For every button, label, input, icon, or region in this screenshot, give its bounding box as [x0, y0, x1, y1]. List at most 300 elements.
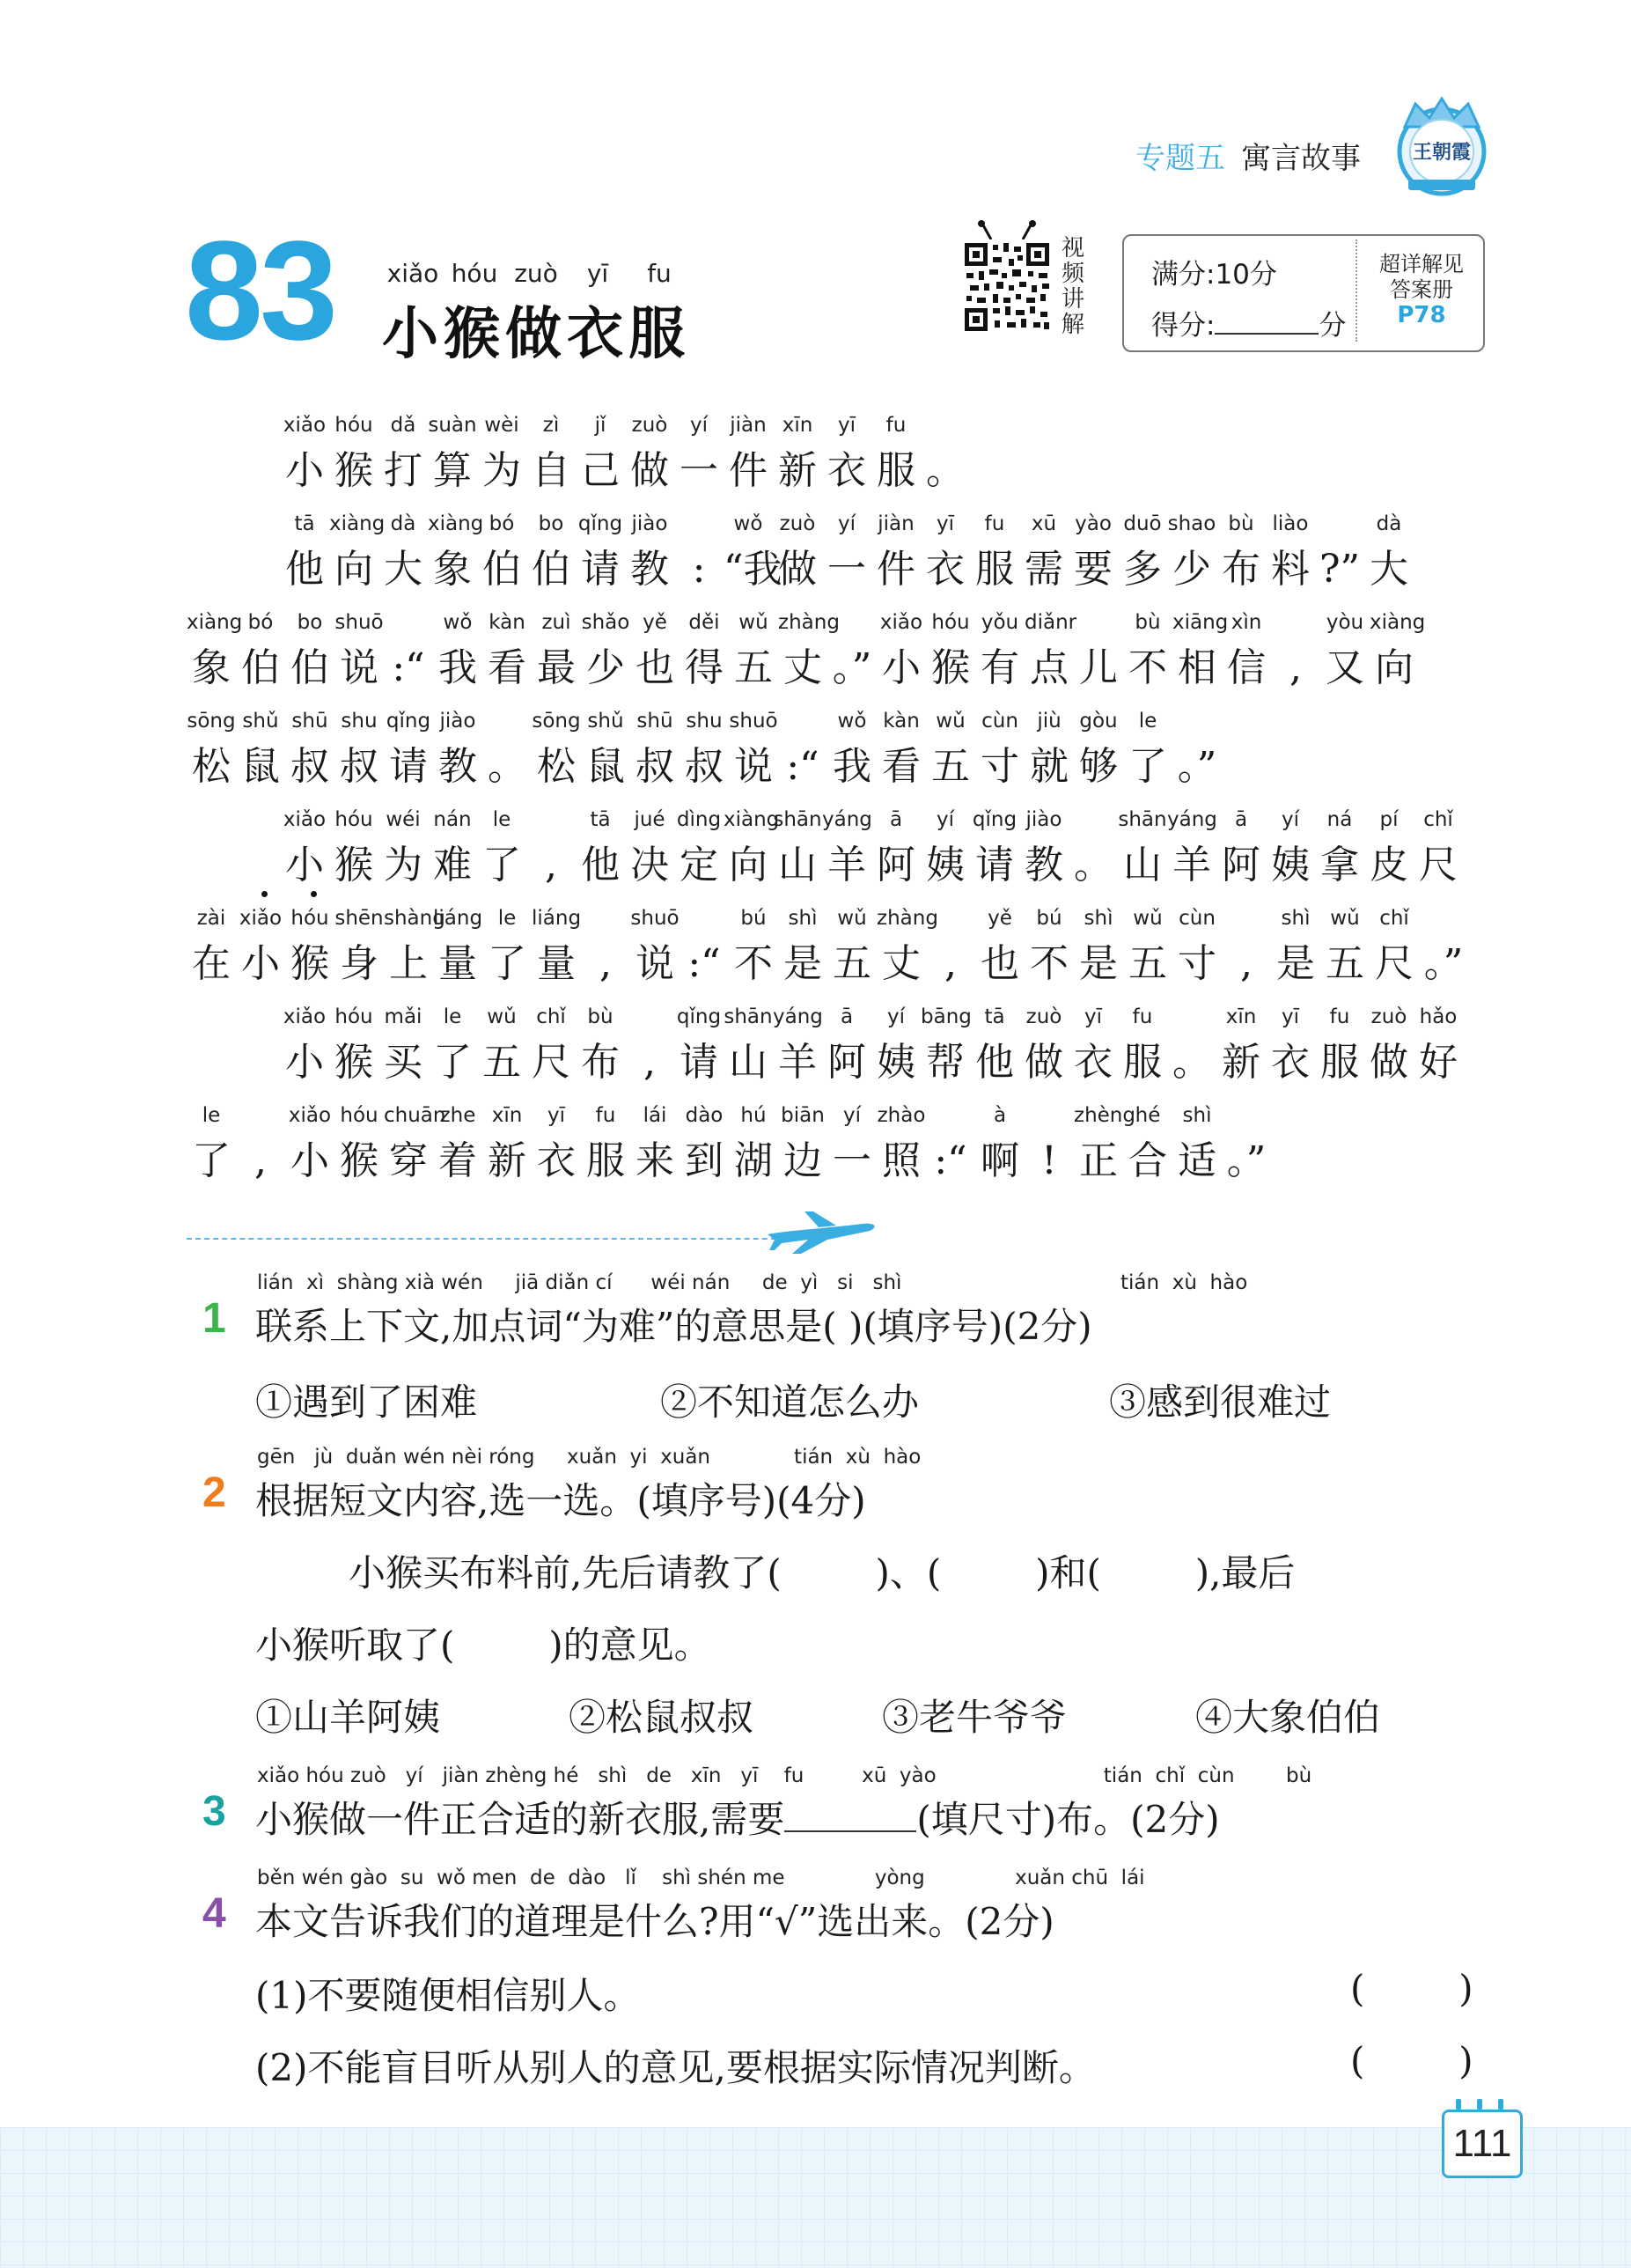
pinyin-syllable: yáng [1167, 808, 1217, 831]
question-text [255, 1791, 1220, 1844]
passage-line [187, 932, 1468, 988]
pinyin-syllable: lái [643, 1104, 667, 1127]
pinyin-syllable: yī [1281, 1005, 1299, 1028]
answer-note-line2: 答案册 [1390, 277, 1453, 302]
passage-char: 新 [1222, 1040, 1260, 1085]
judgement-bracket[interactable]: ( ) [1350, 2039, 1473, 2082]
passage-char: 了 [482, 843, 521, 887]
pinyin-syllable: shǔ [242, 710, 279, 733]
pinyin-syllable: yī [936, 512, 954, 535]
pinyin-syllable: liáng [433, 907, 483, 930]
pinyin-syllable: xiǎo [239, 907, 283, 930]
passage-char: , [1240, 941, 1253, 986]
question-text: 根据短文内容,选一选。(填序号)(4分) [255, 1479, 866, 1522]
passage-char: 来 [636, 1138, 674, 1183]
passage-char: 做 [630, 448, 669, 493]
pinyin-syllable: liáng [532, 907, 582, 930]
pinyin-syllable: hú [740, 1104, 767, 1127]
pinyin-line [280, 414, 970, 437]
passage-char: 就 [1030, 744, 1069, 789]
passage-char: 鼠 [586, 744, 625, 789]
answer-blank[interactable] [784, 1800, 916, 1832]
passage-char: 买 [384, 1040, 422, 1085]
answer-page: P78 [1397, 302, 1446, 328]
passage-line [280, 438, 970, 495]
pinyin-syllable: yí [936, 808, 954, 831]
question-pinyin: xiǎo hóu zuò yí jiàn zhèng hé shì de xīn yī fu xū yào tián chǐ cùn bù [257, 1764, 1312, 1787]
pinyin-syllable: zhàng [778, 611, 840, 634]
pinyin-syllable: wǒ [443, 611, 473, 634]
passage-line [187, 1129, 1271, 1185]
passage-line [280, 833, 1463, 889]
pinyin-syllable: shàng [384, 907, 445, 930]
passage-char: 姨 [877, 1040, 915, 1085]
video-label-char: 讲 [1062, 286, 1085, 313]
passage-char: 小 [882, 645, 921, 690]
pinyin-syllable: hóu [340, 1104, 378, 1127]
passage-char: 羊 [827, 843, 866, 887]
passage-char: ! [1041, 1138, 1057, 1183]
passage-char: 边 [783, 1138, 822, 1183]
pinyin-syllable: bó [247, 611, 274, 634]
passage-char: 。 [926, 448, 965, 493]
publisher-logo [1389, 95, 1495, 201]
passage-char: 好 [1419, 1040, 1458, 1085]
passage-char: 算 [433, 448, 472, 493]
question-number: 3 [202, 1788, 226, 1835]
pinyin-syllable: yí [689, 414, 708, 437]
passage-char: 请 [581, 547, 620, 592]
passage-char: 松 [537, 744, 576, 789]
svg-text:王朝霞: 王朝霞 [1412, 141, 1472, 164]
pinyin-syllable: shu [341, 710, 378, 733]
passage-char: 穿 [389, 1138, 428, 1183]
passage-char: 新 [778, 448, 817, 493]
passage-char: 他 [285, 547, 324, 592]
pinyin-syllable: wǔ [837, 907, 867, 930]
passage-char: 服 [877, 448, 915, 493]
pinyin-syllable: tā [984, 1005, 1005, 1028]
passage-char: 自 [532, 448, 570, 493]
pinyin-syllable: dà [390, 512, 416, 535]
pinyin-syllable: zhàng [877, 907, 938, 930]
passage-char: 衣 [1271, 1040, 1310, 1085]
passage-char: 衣 [827, 448, 866, 493]
score-blank[interactable] [1215, 306, 1319, 335]
option[interactable]: ③老牛爷爷 [882, 1696, 1068, 1739]
pinyin-syllable: xiǎo [288, 1104, 332, 1127]
pinyin-syllable: diǎnr [1025, 611, 1077, 634]
passage-char: 看 [882, 744, 921, 789]
option[interactable]: ④大象伯伯 [1195, 1696, 1381, 1739]
pinyin-syllable: qǐng [972, 808, 1018, 831]
pinyin-syllable: zuò [1370, 1005, 1407, 1028]
passage-char: 定 [680, 843, 718, 887]
pinyin-syllable: sōng [187, 710, 236, 733]
passage-char: ?” [1319, 547, 1361, 592]
passage-char: 大 [1370, 547, 1408, 592]
pinyin-syllable: wèi [484, 414, 519, 437]
emphasis-dot [261, 891, 268, 897]
pinyin-syllable: xiàng [329, 512, 386, 535]
score-got-label: 得分: [1151, 310, 1216, 342]
passage-char: 需 [1025, 547, 1063, 592]
pinyin-syllable: bù [587, 1005, 613, 1028]
question-pinyin: lián xì shàng xià wén jiā diǎn cí wéi nán de yì si shì tián xù hào [257, 1271, 1248, 1294]
passage-char: 阿 [877, 843, 915, 887]
passage-char: , [254, 1138, 267, 1183]
passage-char: 猴 [334, 448, 373, 493]
passage-char: 合 [1128, 1138, 1167, 1183]
pinyin-syllable: shì [1281, 907, 1311, 930]
passage-char: 尺 [1375, 941, 1414, 986]
question-pinyin: běn wén gào su wǒ men de dào lǐ shì shén me yòng xuǎn chū lái [257, 1867, 1145, 1889]
pinyin-syllable: chǐ [536, 1005, 566, 1028]
lesson-number: 83 [185, 211, 334, 369]
passage-char: 做 [1370, 1040, 1408, 1085]
pinyin-syllable: nán [433, 808, 472, 831]
pinyin-syllable: shū [636, 710, 673, 733]
passage-char: 。 [1074, 843, 1113, 887]
passage-char: 上 [389, 941, 428, 986]
passage-char: 猴 [334, 843, 373, 887]
passage-char: 衣 [926, 547, 965, 592]
pinyin-syllable: zuò [779, 512, 816, 535]
airplane-icon [766, 1204, 880, 1257]
question-text-after: (填尺寸)布。(2分) [916, 1798, 1220, 1841]
passage-char: 少 [1172, 547, 1211, 592]
passage-char: 我 [438, 645, 477, 690]
pinyin-syllable: yòu [1326, 611, 1364, 634]
passage-char: 。” [832, 645, 872, 690]
passage-char: 一 [833, 1138, 871, 1183]
pinyin-syllable: jiào [439, 710, 476, 733]
pinyin-syllable: zhe [439, 1104, 476, 1127]
passage-char: 件 [877, 547, 915, 592]
qr-code-icon[interactable] [958, 220, 1056, 338]
passage-char: :“ [934, 1138, 967, 1183]
passage-char: 叔 [290, 744, 329, 789]
passage-char: 教 [1025, 843, 1063, 887]
pinyin-syllable: bo [297, 611, 323, 634]
pinyin-syllable: bù [1228, 512, 1254, 535]
pinyin-syllable: bú [740, 907, 767, 930]
section-divider [187, 1238, 803, 1240]
passage-char: 身 [340, 941, 378, 986]
passage-char: 布 [581, 1040, 620, 1085]
pinyin-syllable: fu [885, 414, 907, 437]
passage-char: 象 [192, 645, 231, 690]
passage-char: 衣 [1074, 1040, 1113, 1085]
pinyin-syllable: chǐ [1423, 808, 1453, 831]
passage-char: :“ [786, 744, 819, 789]
pinyin-syllable: shǎo [581, 611, 630, 634]
passage-char: 看 [488, 645, 526, 690]
pinyin-syllable: wǔ [738, 611, 768, 634]
passage-char: , [599, 941, 612, 986]
passage-char: 伯 [290, 645, 329, 690]
passage-char: :“ [392, 645, 425, 690]
passage-char: , [1289, 645, 1302, 690]
judgement-bracket[interactable]: ( ) [1350, 1967, 1473, 2010]
pinyin-syllable: tā [590, 808, 611, 831]
pinyin-line [187, 611, 1426, 634]
passage-char: 有 [981, 645, 1019, 690]
passage-char: 山 [1123, 843, 1162, 887]
pinyin-syllable: cùn [981, 710, 1018, 733]
passage-char: 寸 [1178, 941, 1216, 986]
pinyin-syllable: xīn [491, 1104, 523, 1127]
option[interactable]: ①山羊阿姨 [255, 1696, 441, 1739]
passage-char: 不 [1128, 645, 1167, 690]
passage-char: 五 [482, 1040, 521, 1085]
passage-char: 五 [1128, 941, 1167, 986]
passage-char: 到 [685, 1138, 724, 1183]
question-options [255, 1373, 1331, 1426]
pinyin-syllable: chuān [384, 1104, 446, 1127]
passage-char: , [545, 843, 557, 887]
passage-char: 山 [778, 843, 817, 887]
passage-char: 阿 [1222, 843, 1260, 887]
option[interactable]: ①遇到了困难 [255, 1381, 478, 1424]
pinyin-syllable: ā [840, 1005, 854, 1028]
pinyin-syllable: tā [294, 512, 315, 535]
passage-char: 啊 [981, 1138, 1019, 1183]
passage-line [187, 734, 1222, 791]
passage-char: 说 [636, 941, 674, 986]
pinyin-syllable: qǐng [386, 710, 431, 733]
pinyin-syllable: xiāng [1172, 611, 1229, 634]
pinyin-syllable: sōng [532, 710, 581, 733]
pinyin-line [187, 710, 1222, 733]
passage-char: 丈 [882, 941, 921, 986]
passage-char: 伯 [532, 547, 570, 592]
answer-note-line1: 超详解见 [1379, 252, 1464, 276]
passage-char: 猴 [334, 1040, 373, 1085]
topic-header [1135, 134, 1361, 177]
pinyin-syllable: yě [988, 907, 1012, 930]
pinyin-syllable: xīn [1225, 1005, 1257, 1028]
passage-char: 羊 [778, 1040, 817, 1085]
passage-char: 阿 [827, 1040, 866, 1085]
passage-char: 五 [931, 744, 970, 789]
pinyin-syllable: yī [1084, 1005, 1102, 1028]
pinyin-syllable: yí [886, 1005, 905, 1028]
passage-char: 。” [1423, 941, 1464, 986]
pinyin-syllable: dào [685, 1104, 724, 1127]
pinyin-syllable: xiàng [724, 808, 780, 831]
passage-char: 大 [384, 547, 422, 592]
topic-label: 专题五 [1135, 141, 1225, 176]
passage-char: 说 [340, 645, 378, 690]
passage-char: 他 [581, 843, 620, 887]
passage-char: 向 [1375, 645, 1414, 690]
passage-char: 。” [1226, 1138, 1267, 1183]
option[interactable]: ②松鼠叔叔 [569, 1696, 754, 1739]
passage-char: 适 [1178, 1138, 1216, 1183]
passage-char: 服 [975, 547, 1014, 592]
passage-char: 寸 [981, 744, 1019, 789]
pinyin-syllable: fu [595, 1104, 616, 1127]
pinyin-syllable: zhào [877, 1104, 926, 1127]
pinyin-syllable: shān [1118, 808, 1167, 831]
pinyin-syllable: zuò [1025, 1005, 1062, 1028]
emphasis-dot [311, 891, 317, 897]
pinyin-syllable: shǔ [587, 710, 624, 733]
pinyin-line [280, 512, 1414, 535]
title-pinyin-syllable: zuò [514, 259, 558, 288]
passage-char: 量 [438, 941, 477, 986]
pinyin-syllable: jiàn [730, 414, 767, 437]
passage-char: 做 [778, 547, 817, 592]
passage-char: 也 [636, 645, 674, 690]
passage-char: 量 [537, 941, 576, 986]
passage-char: 湖 [734, 1138, 773, 1183]
passage-char: 伯 [482, 547, 521, 592]
pinyin-syllable: wǒ [733, 512, 763, 535]
pinyin-syllable: zì [542, 414, 560, 437]
pinyin-syllable: fu [984, 512, 1005, 535]
title-pinyin-syllable: hóu [451, 259, 498, 288]
pinyin-syllable: jiù [1037, 710, 1062, 733]
passage-char: 不 [1030, 941, 1069, 986]
pinyin-syllable: à [993, 1104, 1007, 1127]
pinyin-syllable: fu [1132, 1005, 1153, 1028]
score-divider [1355, 239, 1357, 342]
pinyin-syllable: shì [1182, 1104, 1212, 1127]
passage-char: 信 [1227, 645, 1266, 690]
passage-char: 是 [1276, 941, 1315, 986]
pinyin-line [187, 907, 1468, 930]
passage-char: 五 [734, 645, 773, 690]
passage-char: 猴 [340, 1138, 378, 1183]
score-unit: 分 [1319, 310, 1347, 342]
pinyin-syllable: shì [788, 907, 818, 930]
video-label-char: 频 [1062, 261, 1085, 287]
pinyin-syllable: xiǎo [283, 808, 327, 831]
pinyin-syllable: shuō [630, 907, 680, 930]
pinyin-syllable: shao [1167, 512, 1216, 535]
passage-char: , [643, 1040, 656, 1085]
passage-line [280, 537, 1414, 593]
passage-char: 一 [680, 448, 718, 493]
pinyin-syllable: yě [643, 611, 667, 634]
pinyin-syllable: cùn [1179, 907, 1216, 930]
pinyin-syllable: kàn [883, 710, 920, 733]
passage-char: 得 [685, 645, 724, 690]
question-number: 1 [202, 1295, 226, 1342]
question-pinyin: gēn jù duǎn wén nèi róng xuǎn yi xuǎn tián xù hào [257, 1446, 922, 1469]
pinyin-line [187, 1104, 1271, 1127]
pinyin-syllable: liào [1272, 512, 1309, 535]
passage-char: 料 [1271, 547, 1310, 592]
passage-char: 是 [1079, 941, 1118, 986]
passage-char: 向 [334, 547, 373, 592]
option[interactable]: ②不知道怎么办 [660, 1381, 920, 1424]
pinyin-syllable: ā [889, 808, 903, 831]
passage-char: 帮 [926, 1040, 965, 1085]
pinyin-syllable: bù [1135, 611, 1161, 634]
pinyin-syllable: wǒ [837, 710, 867, 733]
pinyin-syllable: bāng [921, 1005, 972, 1028]
passage-char: 象 [433, 547, 472, 592]
page-number: 111 [1442, 2110, 1523, 2178]
passage-char: 相 [1178, 645, 1216, 690]
pinyin-syllable: kàn [489, 611, 525, 634]
pinyin-syllable: shēn [334, 907, 384, 930]
passage-char: 丈 [783, 645, 822, 690]
pinyin-syllable: hóu [334, 808, 373, 831]
pinyin-syllable: le [497, 907, 517, 930]
pinyin-syllable: yí [1281, 808, 1299, 831]
passage-char: 了 [192, 1138, 231, 1183]
passage-char: 衣 [537, 1138, 576, 1183]
pinyin-syllable: fu [1329, 1005, 1350, 1028]
question-line: 小猴听取了( )的意见。 [255, 1624, 711, 1667]
pinyin-syllable: jiào [631, 512, 668, 535]
option[interactable]: ③感到很难过 [1109, 1381, 1332, 1424]
pinyin-syllable: yí [837, 512, 856, 535]
pinyin-syllable: le [1138, 710, 1157, 733]
pinyin-syllable: xìn [1231, 611, 1262, 634]
answer-note [1364, 252, 1479, 328]
pinyin-syllable: le [443, 1005, 462, 1028]
passage-char: 伯 [241, 645, 280, 690]
passage-char: 。 [1172, 1040, 1211, 1085]
pinyin-syllable: zhèng [1074, 1104, 1135, 1127]
passage-char: 为 [384, 843, 422, 887]
passage-char: 件 [729, 448, 768, 493]
pinyin-syllable: bó [489, 512, 515, 535]
pinyin-syllable: gòu [1079, 710, 1118, 733]
passage-char: 叔 [340, 744, 378, 789]
question-text: 联系上下文,加点词“为难”的意思是( )(填序号)(2分) [255, 1305, 1092, 1348]
pinyin-syllable: dìng [676, 808, 722, 831]
title-pinyin-syllable: fu [647, 259, 672, 288]
passage-char: 着 [438, 1138, 477, 1183]
video-label-char: 视 [1062, 235, 1085, 261]
score-got [1151, 303, 1346, 342]
pinyin-syllable: yī [837, 414, 856, 437]
passage-char: 我 [833, 744, 871, 789]
passage-char: 己 [581, 448, 620, 493]
judgement-item: (1)不要随便相信别人。 [255, 1974, 641, 2017]
passage-char: 少 [586, 645, 625, 690]
pinyin-syllable: ná [1326, 808, 1353, 831]
passage-char: 服 [1123, 1040, 1162, 1085]
passage-char: 够 [1079, 744, 1118, 789]
pinyin-syllable: xiǎo [283, 414, 327, 437]
passage-char: 小 [285, 1040, 324, 1085]
passage-char: 叔 [685, 744, 724, 789]
passage-char: 了 [1128, 744, 1167, 789]
passage-char: 儿 [1079, 645, 1118, 690]
passage-char: 难 [433, 843, 472, 887]
pinyin-syllable: jué [634, 808, 665, 831]
question-text: 本文告诉我们的道理是什么?用“√”选出来。(2分) [255, 1900, 1054, 1943]
pinyin-syllable: yǒu [981, 611, 1019, 634]
passage-line [280, 1030, 1463, 1086]
pinyin-syllable: xīn [782, 414, 813, 437]
passage-char: 了 [488, 941, 526, 986]
pinyin-syllable: jiàn [878, 512, 915, 535]
pinyin-syllable: jiào [1025, 808, 1062, 831]
passage-char: 一 [827, 547, 866, 592]
pinyin-syllable: hóu [334, 1005, 373, 1028]
score-full: 满分:10分 [1151, 259, 1277, 291]
passage-char: 打 [384, 448, 422, 493]
passage-char: 点 [1030, 645, 1069, 690]
